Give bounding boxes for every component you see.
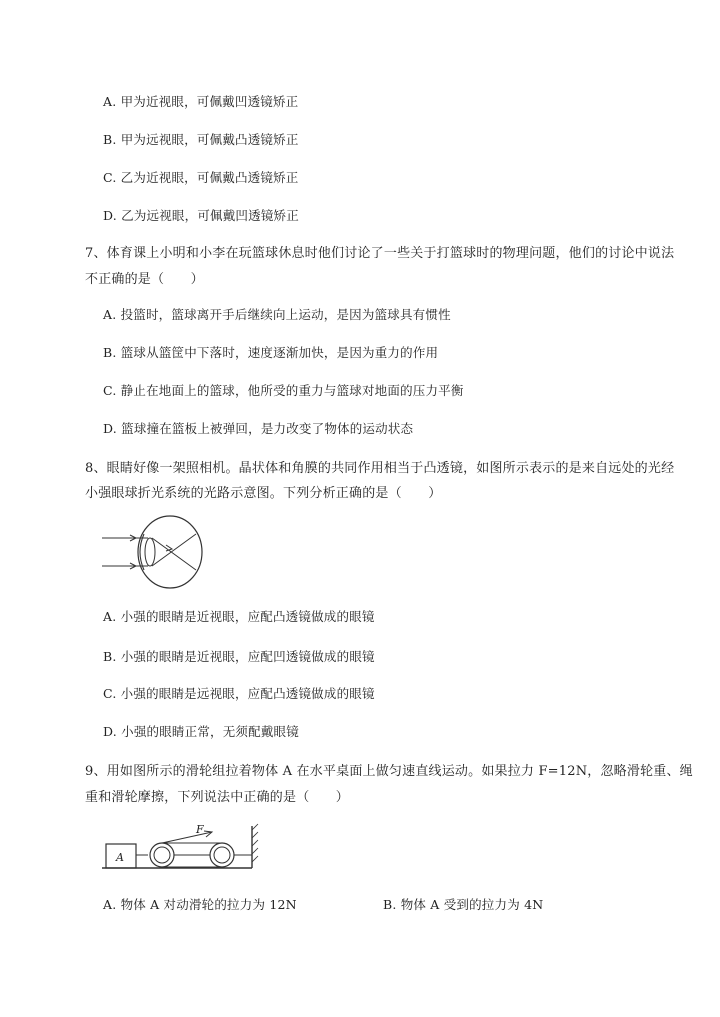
- block-a-label: A: [116, 851, 124, 864]
- q7-stem-line2: 不正确的是（ ）: [85, 272, 204, 287]
- lens: [145, 538, 155, 566]
- q7-stem-line1: 7、体育课上小明和小李在玩篮球休息时他们讨论了一些关于打篮球时的物理问题，他们的讨论中说法: [85, 246, 675, 261]
- q8-stem-line1: 8、眼睛好像一架照相机。晶状体和角膜的共同作用相当于凸透镜，如图所示表示的是来自远处的光经: [85, 461, 675, 476]
- q7-option-b: B. 篮球从篮筐中下落时，速度逐渐加快，是因为重力的作用: [103, 345, 439, 360]
- eye-light-path-diagram: [100, 512, 210, 592]
- q8-option-c: C. 小强的眼睛是远视眼，应配凸透镜做成的眼镜: [103, 686, 375, 701]
- force-label: F: [196, 823, 204, 836]
- q9-stem-line1: 9、用如图所示的滑轮组拉着物体 A 在水平桌面上做匀速直线运动。如果拉力 F=12N，忽略滑轮重、绳: [85, 764, 693, 779]
- moving-pulley-inner: [154, 847, 170, 863]
- q6-option-d: D. 乙为远视眼，可佩戴凹透镜矫正: [103, 208, 299, 223]
- q7-option-d: D. 篮球撞在篮板上被弹回，是力改变了物体的运动状态: [103, 421, 414, 436]
- q7-option-a: A. 投篮时，篮球离开手后继续向上运动，是因为篮球具有惯性: [103, 307, 451, 322]
- q7-option-c: C. 静止在地面上的篮球，他所受的重力与篮球对地面的压力平衡: [103, 383, 464, 398]
- q8-option-d: D. 小强的眼睛正常，无须配戴眼镜: [103, 724, 299, 739]
- q8-option-a: A. 小强的眼睛是近视眼，应配凸透镜做成的眼镜: [103, 609, 375, 624]
- wall-hatching: [252, 824, 258, 862]
- cornea: [140, 534, 144, 570]
- pull-rope: [162, 832, 212, 843]
- refracted-ray-bottom: [152, 534, 196, 566]
- q9-option-b: B. 物体 A 受到的拉力为 4N: [383, 897, 544, 912]
- q8-stem-line2: 小强眼球折光系统的光路示意图。下列分析正确的是（ ）: [85, 486, 442, 501]
- q8-option-b: B. 小强的眼睛是近视眼，应配凹透镜做成的眼镜: [103, 649, 375, 664]
- refracted-ray-top: [152, 538, 196, 570]
- q6-option-b: B. 甲为远视眼，可佩戴凸透镜矫正: [103, 132, 299, 147]
- q9-stem-line2: 重和滑轮摩擦，下列说法中正确的是（ ）: [85, 790, 350, 805]
- q6-option-a: A. 甲为近视眼，可佩戴凹透镜矫正: [103, 94, 299, 109]
- q9-option-a: A. 物体 A 对动滑轮的拉力为 12N: [103, 897, 297, 912]
- eyeball-outline: [138, 516, 202, 588]
- refracted-arrow: [166, 545, 172, 551]
- pulley-system-diagram: [100, 822, 260, 874]
- q6-option-c: C. 乙为近视眼，可佩戴凸透镜矫正: [103, 170, 299, 185]
- fixed-pulley-inner: [214, 847, 230, 863]
